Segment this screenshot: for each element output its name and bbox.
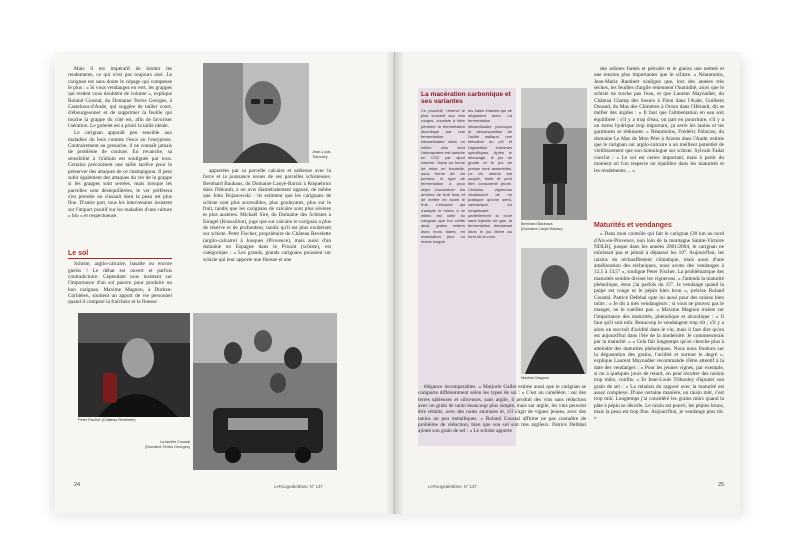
right-column-top [594,66,724,220]
left-column-2 [203,168,331,306]
photo-caption: Maxime Magnon [521,376,550,380]
paragraph: élégance incomparables. » Marjorie Gallet estime aussi que le carignan se comporte différemment selon les types de sol : « C'est un caméléon : sur des terres sableuses et siliceuses, sans argile, il produit des vins sans réduction avec un grain de tanin beaucoup plus simple, mais sur argile, les vins peuvent être réduits, avec des notes animales et, s'il s'agit de vignes jeunes, avec des tanins un peu métalliques. » Roland Coustal affirme ne pas connaître de problème de réduction, bien que son sol soit très argileux. Patrice Delbhal ajoute son grain de sel : « Le schiste apporte [418,384,586,435]
photo-famille-coustal [193,313,337,470]
photo-peter-fischer [78,313,190,417]
sidebar-column: Ce procédé, réservé le plus souvent aux vins rouges, consiste à faire pénétrer la fermentation alcoolique par une fermentation intracellulaire dans un milieu clos dont l'atmosphère est saturée en CO2 par ajout externe. Dans sa forme de mise en bouteille, sous forme de vin primeur, le type de fermentation a pour objet d'accentuer les arômes de fruit frais et de mettre en avant le fruit. L'enzyme qui s'adapte le mieux à ce milieu est celle du carignan que l'on vinifie ainsi, grains entiers avec leurs baies, en macération plus ou moins longue. [421,107,465,245]
sidebar-column: les baies intactes qui se dégradent alors. La fermentation intracellulaire provoque la décomposition de l'acide malique, une élévation du pH et l'apparition d'arômes spécifiques. Après le décuvage, le jus de goutte et le jus de presse sont assemblés. Le vin obtenu est souple, fruité et peut être consommé jeune. Certains vignerons choisissent de ne pratiquer qu'une semi-carbonique, en remplissant partiellement la cuve sans injecter de gaz, la fermentation démarrant dans le jus libéré au fond de la cuve. [468,107,512,239]
left-column-1b [68,248,172,308]
page-number: 25 [718,482,725,488]
portrait-photo-tribouley [203,63,309,163]
paragraph: apportées par sa parcelle calcaire et sableuse avec la force et la puissance issues de ses parcelles schisteuses. Bernhard Bauhaus, du Domaine Lanye-Barrac à Roquebrun dans l'Hérault, a un avis diamétralement opposé, de même que John Bojanowski : ils estiment que les carignans de schiste sont plus accessibles, plus gouleyants, plus sur le fruit, tandis que les carignans de calcaire sont plus sévères et plus austères. Mickaël Sire, du Domaine des Schistes à Estagel (Roussillon), juge que sur calcaire le carignan a plus de réserve et de profondeur, tandis qu'il est plus exubérant sur schiste. Peter Fischer, propriétaire du Château Revelette (argilo-calcaire) à Jouques (Provence), mais aussi d'un domaine en Espagne dans le Priorat (schiste), est catégorique : « Les grands, grands carignans poussent sur schiste qui leur apporte une finesse et une [203,168,331,263]
paragraph: Le carignan apparaît peu sensible aux maladies du bois comme l'esca ou l'eutypiose. Contrairement au grenache, il ne connaît jamais de problème de coulure. En revanche, sa sensibilité à l'oïdium est soulignée par tous. Certains préconisent une taille tardive pour le préserver des attaques de ce champignon. Il peut subir également des attaques du ver de la grappe si les grappes sont serrées, mais lorsque les parcelles sont déséquilibrées, le ver préférera s'en prendre au cinsault dont la peau est plus fine. D'autre part, tous les intervenants insistent sur l'impact positif sur les maladies d'une culture « bio » et respectueuse. [68,130,172,219]
right-column-bottom [594,220,724,478]
photo-caption [140,440,190,449]
caption-line: La famille Coustal [159,440,190,444]
caption-line: (Domaine Lanye-Barrac) [521,226,563,231]
paragraph: Schiste, argilo-calcaire, basalte ou encore gneiss ! Le débat est ouvert et parfois contradictoire. Cependant tous insistent sur l'importance d'un sol pauvre pour produire un bon carignan. Maxime Magnon, à Durban-Corbières, soutient un apport de vie personnel quand il compare la fraîcheur et la finesse [68,261,172,306]
magazine-footer: LeRouge&leBlanc N° 137 [428,484,477,489]
photo-caption [521,222,587,231]
paragraph: des arômes fumés et pétrolés et le gneiss une netteté et une tension plus importantes que le schiste. » Néanmoins, Jean-Marie Rambert souligne que, lors des années très sèches, les feuilles d'argile retiennent l'humidité, alors que le schiste ne stocke pas l'eau, et que Laurent Maynadier, du Château Champ des Soeurs à Fitou dans l'Aude, Guilhem Durand, du Mas des Chimères à Octon dans l'Hérault, dit se méfier des argiles : « Il faut que l'alimentation en eau soit équilibrée : s'il y a trop d'eau, on part en pourriture, s'il y a un stress hydrique trop important, ça serre les tanins et les garnitures se réduisent. » Néanmoins, Frédéric Palacios, du domaine Le Mas de Mon Père à Arzens dans l'Aude, estime que le carignan sur argilo-calcaire a un meilleur potentiel de vieillissement que son homologue sur schiste. Sylvain Fadat conclut : « Le sol est certes important, mais à partir du moment où l'on respecte un équilibre dans les maturités et les rendements… » [594,66,724,174]
magazine-footer: LeRouge&leBlanc N° 137 [274,484,323,489]
photo-maxime-magnon [521,248,587,374]
caption-line: Bernhard Bauhaus [521,222,553,226]
paragraph: « Dans mon contrôle qui fait le carignan (30 km au nord d'Aix-en-Provence, non loin de la montagne Sainte-Victoire NDLR), jusque dans les années 2001/2004, le carignan ne mûrissait pas et pénait à dépasser les 10°. Aujourd'hui, les raisins du réchauffement climatique, mais aussi d'une amélioration des techniques, nous avons des vendanges à 12,5 à 13,5° », souligne Peter Fischer. La problématique des maturités semble diviser les vignerons. « J'attends la maturité phénolique, donc j'ai parfois du 15°. Je vendange quand la pulpe est rouge et le pépin bien brun », précise Roland Coustal. Patrice Delbhal opte lui aussi pour des raisins bien mûrs : « Je dis à mes vendangeurs : si vous ne pouvez pas le manger, ne le cueillez pas. » Maxime Magnon insiste sur l'importance des maturités, phénolique et alcoolique : « Il faut qu'il soit mûr. Beaucoup le vendangent trop tôt ; s'il y a alors un surcroît d'acidité dans le vin, mais il faut dire qu'on est aujourd'hui dans l'ère de la modernité. Je commencerais par la maturité. » « Cela fait longtemps qu'on cherche plus à atteindre des maturités phénoliques. Nous nous fondons sur la dégustation des grains, l'acidité et surtout le degré », explique Laurent Maynadier recommande d'être attentif à la date des vendanges : « Pour les jeunes vignes, par exemple, si on a quelques jours de retard, on peut récolter des raisins trop mûrs, confits. » Et Jean-Louis Tribouley d'ajouter son grain de sel : « La relation du rapport avec la maturité est assez complexe. D'une certaine manière, un raisin mûr, c'est trop mûr. Longtemps j'ai considéré les grains mûrs quand la pâte à pépin se décolle. Le raisin est pourri, les pépins bruns, mais la peau est trop fine. Aujourd'hui, je vendange plus tôt. » [594,231,724,422]
spine-gutter [386,52,404,514]
photo-bernhard-bauhaus [521,88,587,220]
right-column-mid [418,384,586,478]
page-number: 24 [74,482,81,488]
sidebar-title: La macération carbonique et ses variantes [421,91,511,106]
photo-caption: Jean-Louis Tribouley [312,150,331,159]
caption-line: (Domaine Terres Georges) [145,444,190,449]
section-heading-le-sol: Le sol [68,251,172,259]
section-heading-maturites: Maturités et vendanges [594,222,672,229]
paragraph: Mais il est impératif de limiter les rendements, ce qui n'est pas toujours aisé. Le carignan est sans doute le cépage qui compense le plus : « Si vous vendangez en vert, les grappes qui restent vous doublent de volume », explique Roland Coustal, du Domaine Terres Georges, à Castelnou-d'Aude, qui suggère de tailler court, d'ébourgeonner et de supprimer la feuille qui touche la grappe du côté est, afin de favoriser l'aération. Le gobelet est a priori la taille idéale. [68,66,172,130]
left-column-1 [68,66,172,249]
photo-caption: Peter Fischer (Château Revelette) [78,418,136,422]
